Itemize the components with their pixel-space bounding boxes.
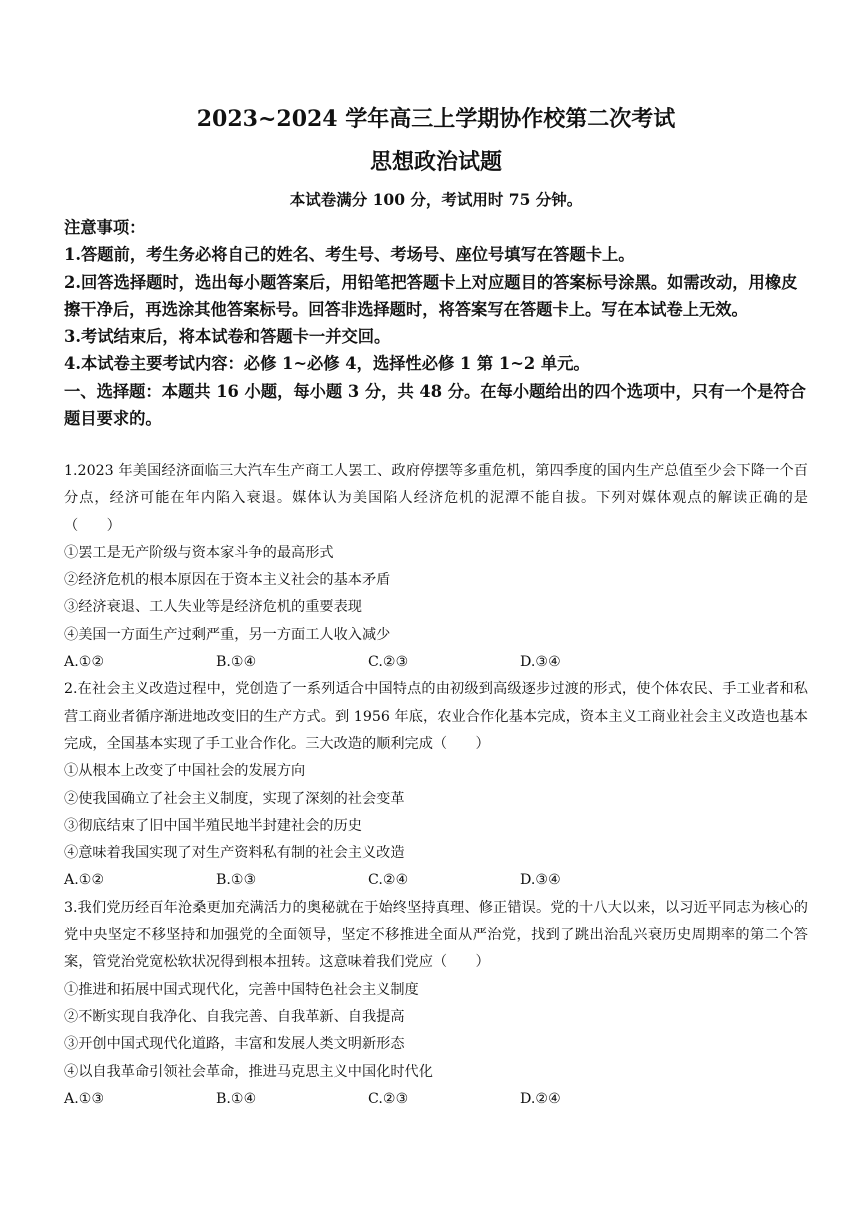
exam-title: 2023~2024 学年高三上学期协作校第二次考试 bbox=[196, 106, 676, 132]
option-d: D.③④ bbox=[520, 872, 561, 889]
question-statement: ③彻底结束了旧中国半殖民地半封建社会的历史 bbox=[64, 817, 362, 834]
question-statement: ③经济衰退、工人失业等是经济危机的重要表现 bbox=[64, 599, 362, 616]
exam-info: 本试卷满分 100 分，考试用时 75 分钟。 bbox=[289, 190, 583, 209]
option-b: B.①④ bbox=[216, 654, 257, 671]
option-c: C.②③ bbox=[368, 654, 409, 671]
option-d: D.③④ bbox=[520, 654, 561, 671]
question-statement: ②不断实现自我净化、自我完善、自我革新、自我提高 bbox=[64, 1008, 405, 1025]
notice-item: 1.答题前，考生务必将自己的姓名、考生号、考场号、座位号填写在答题卡上。 bbox=[64, 245, 635, 265]
answer-options bbox=[64, 867, 808, 894]
option-a: A.①② bbox=[64, 872, 105, 889]
question-statement: ④美国一方面生产过剩严重，另一方面工人收入减少 bbox=[64, 626, 391, 643]
question-statement: ①从根本上改变了中国社会的发展方向 bbox=[64, 763, 306, 780]
question bbox=[64, 458, 808, 676]
section-heading: 一、选择题：本题共 16 小题，每小题 3 分，共 48 分。在每小题给出的四个选项中，只有一个是符合题目要求的。 bbox=[64, 381, 806, 429]
question-stem: 1.2023 年美国经济面临三大汽车生产商工人罢工、政府停摆等多重危机，第四季度的国内生产总值至少会下降一个百分点，经济可能在年内陷入衰退。媒体认为美国陷人经济危机的泥潭不能自拔。下列对媒体观点的解读正确的是（ ） bbox=[64, 463, 808, 534]
option-a: A.①③ bbox=[64, 1090, 105, 1107]
option-d: D.②④ bbox=[520, 1090, 561, 1107]
notice-section bbox=[64, 214, 808, 432]
notice-item: 3.考试结束后，将本试卷和答题卡一并交回。 bbox=[64, 327, 391, 347]
question bbox=[64, 676, 808, 894]
option-b: B.①③ bbox=[216, 872, 257, 889]
question-stem: 2.在社会主义改造过程中，党创造了一系列适合中国特点的由初级到高级逐步过渡的形式，使个体农民、手工业者和私营工商业者循序渐进地改变旧的生产方式。到 1956 年底，农业合作化基本完成，资本主义工商业社会主义改造也基本完成，全国基本实现了手工业合作化。三大改造的顺利完成（ ） bbox=[64, 681, 808, 752]
question-statement: ①推进和拓展中国式现代化，完善中国特色社会主义制度 bbox=[64, 981, 419, 998]
option-b: B.①④ bbox=[216, 1090, 257, 1107]
question-statement: ②使我国确立了社会主义制度，实现了深刻的社会变革 bbox=[64, 790, 405, 807]
question-list bbox=[64, 458, 808, 1113]
question-statement: ④意味着我国实现了对生产资料私有制的社会主义改造 bbox=[64, 845, 405, 862]
notice-item: 4.本试卷主要考试内容：必修 1~必修 4，选择性必修 1 第 1~2 单元。 bbox=[64, 354, 590, 374]
answer-options bbox=[64, 649, 808, 676]
answer-options bbox=[64, 1086, 808, 1113]
question-statement: ④以自我革命引领社会革命，推进马克思主义中国化时代化 bbox=[64, 1063, 433, 1080]
notice-heading: 注意事项： bbox=[64, 218, 146, 237]
exam-subject: 思想政治试题 bbox=[369, 149, 502, 175]
question-statement: ②经济危机的根本原因在于资本主义社会的基本矛盾 bbox=[64, 572, 391, 589]
notice-item: 2.回答选择题时，选出每小题答案后，用铅笔把答题卡上对应题目的答案标号涂黑。如需改动，用橡皮擦干净后，再选涂其他答案标号。回答非选择题时，将答案写在答题卡上。写在本试卷上无效。 bbox=[64, 272, 798, 319]
option-a: A.①② bbox=[64, 654, 105, 671]
option-c: C.②③ bbox=[368, 1090, 409, 1107]
option-c: C.②④ bbox=[368, 872, 409, 889]
question-statement: ③开创中国式现代化道路，丰富和发展人类文明新形态 bbox=[64, 1036, 405, 1053]
question-stem: 3.我们党历经百年沧桑更加充满活力的奥秘就在于始终坚持真理、修正错误。党的十八大以来，以习近平同志为核心的党中央坚定不移坚持和加强党的全面领导，坚定不移推进全面从严治党，找到了跳出治乱兴衰历史周期率的第二个答案，管党治党宽松软状况得到根本扭转。这意味着我们党应（ ） bbox=[64, 899, 808, 971]
question-statement: ①罢工是无产阶级与资本家斗争的最高形式 bbox=[64, 544, 334, 561]
question bbox=[64, 895, 808, 1113]
